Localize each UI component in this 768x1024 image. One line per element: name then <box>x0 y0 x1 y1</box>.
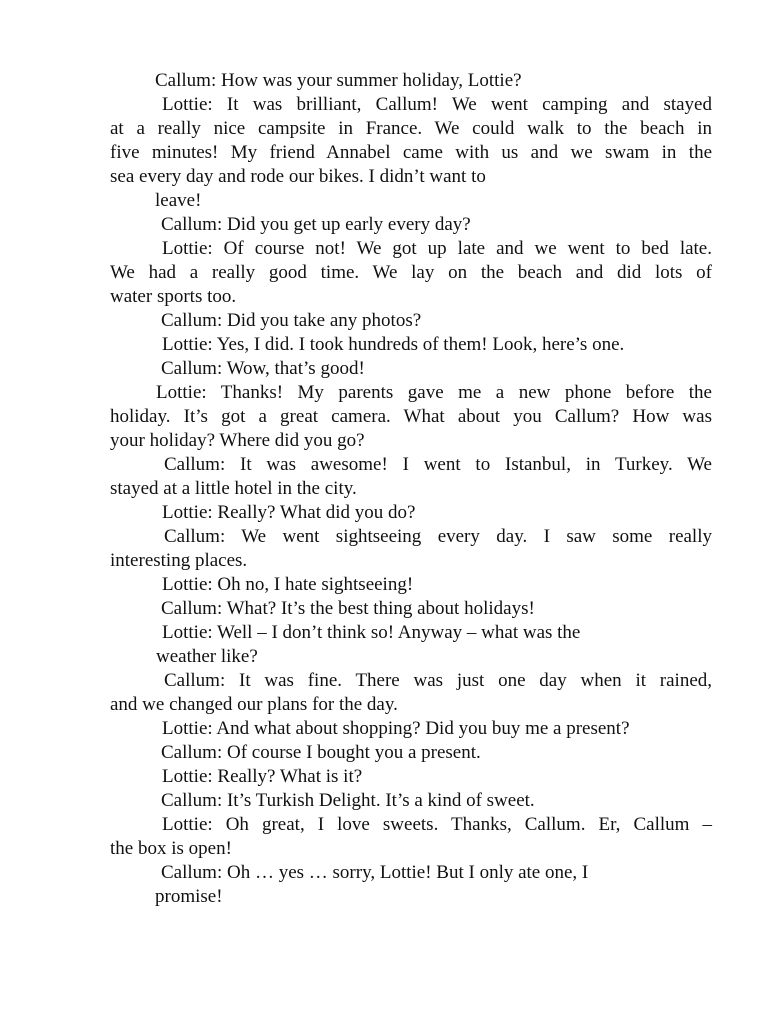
text-line: water sports too. <box>110 286 237 307</box>
text-line: Callum: Did you get up early every day? <box>161 214 471 235</box>
text-line: Lottie: And what about shopping? Did you buy me a present? <box>162 718 630 739</box>
text-line: Lottie: Of course not! We got up late and we went to bed late. <box>162 238 712 259</box>
text-line: holiday. It’s got a great camera. What about you Callum? How was <box>110 406 712 427</box>
text-line: interesting places. <box>110 550 248 571</box>
text-line: at a really nice campsite in France. We could walk to the beach in <box>110 118 712 139</box>
text-line: sea every day and rode our bikes. I didn’t want to <box>110 166 486 187</box>
text-line: Callum: It’s Turkish Delight. It’s a kind of sweet. <box>161 790 535 811</box>
text-line: Callum: We went sightseeing every day. I saw some really <box>164 526 712 547</box>
text-line: Callum: What? It’s the best thing about holidays! <box>161 598 535 619</box>
text-line: Callum: How was your summer holiday, Lottie? <box>155 70 522 91</box>
text-line: promise! <box>155 886 223 907</box>
text-line: Callum: Did you take any photos? <box>161 310 422 331</box>
text-line: Callum: It was awesome! I went to Istanbul, in Turkey. We <box>164 454 712 475</box>
text-line: five minutes! My friend Annabel came with us and we swam in the <box>110 142 712 163</box>
text-line: Callum: Of course I bought you a present. <box>161 742 481 763</box>
text-line: Lottie: Oh no, I hate sightseeing! <box>162 574 414 595</box>
text-line: We had a really good time. We lay on the beach and did lots of <box>110 262 712 283</box>
text-line: stayed at a little hotel in the city. <box>110 478 357 499</box>
text-line: Lottie: Well – I don’t think so! Anyway – what was the <box>162 622 581 643</box>
text-line: Lottie: It was brilliant, Callum! We went camping and stayed <box>162 94 712 115</box>
text-line: weather like? <box>156 646 258 667</box>
text-line: and we changed our plans for the day. <box>110 694 398 715</box>
text-line: Callum: Oh … yes … sorry, Lottie! But I only ate one, I <box>161 862 589 883</box>
text-line: Lottie: Thanks! My parents gave me a new phone before the <box>156 382 712 403</box>
text-line: the box is open! <box>110 838 232 859</box>
text-line: Lottie: Oh great, I love sweets. Thanks, Callum. Er, Callum – <box>162 814 712 835</box>
text-line: your holiday? Where did you go? <box>110 430 365 451</box>
text-line: Lottie: Really? What is it? <box>162 766 363 787</box>
text-line: Lottie: Really? What did you do? <box>162 502 416 523</box>
text-line: Lottie: Yes, I did. I took hundreds of them! Look, here’s one. <box>162 334 625 355</box>
text-line: Callum: Wow, that’s good! <box>161 358 365 379</box>
text-line: Callum: It was fine. There was just one day when it rained, <box>164 670 712 691</box>
text-line: leave! <box>155 190 202 211</box>
